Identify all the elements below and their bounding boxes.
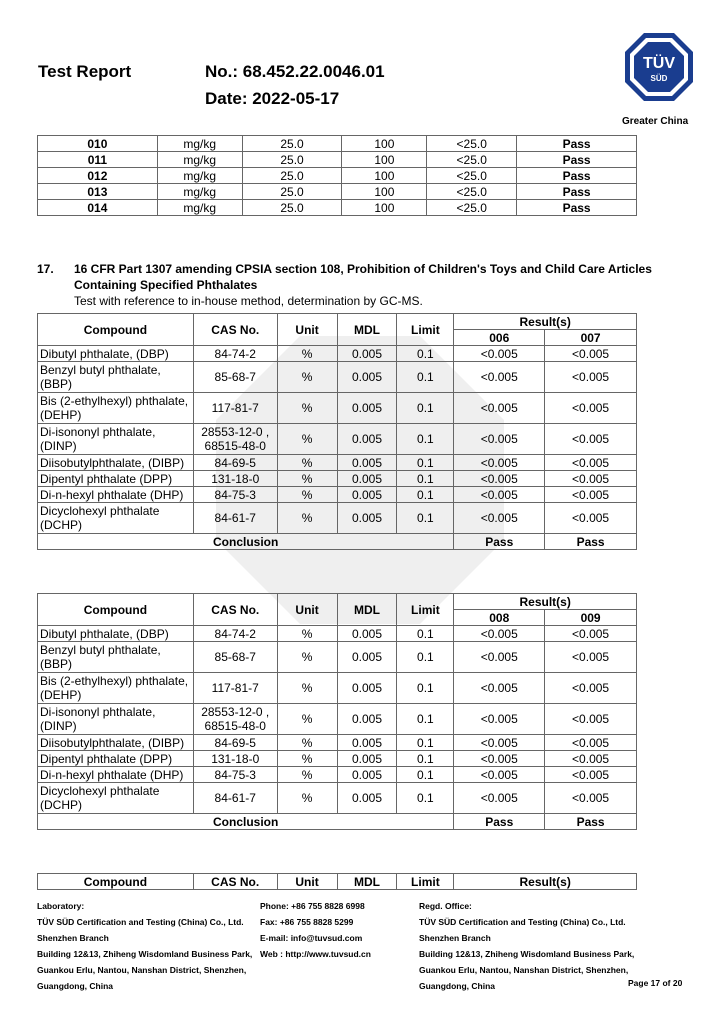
table-cell: 0.1 [397,735,454,751]
compound-name: Dipentyl phthalate (DPP) [38,751,194,767]
table-row [38,751,637,767]
table-cell: 28553-12-0 , 68515-48-0 [193,424,277,455]
table-cell: <0.005 [545,503,637,534]
page-number: Page 17 of 20 [628,978,683,988]
table-row [38,168,637,184]
table-cell: <0.005 [454,673,545,704]
table-cell: 0.005 [337,455,397,471]
table-cell: 25.0 [242,200,342,216]
table-cell: 011 [38,152,158,168]
conclusion-row [38,814,637,830]
table-cell: 0.1 [397,362,454,393]
table-cell: % [277,673,337,704]
footer-contact [260,898,371,962]
table-cell: % [277,393,337,424]
table-cell: <0.005 [454,346,545,362]
table-cell: <0.005 [545,642,637,673]
conclusion-value: Pass [454,534,545,550]
conclusion-label: Conclusion [38,534,454,550]
table-cell: 0.1 [397,673,454,704]
col-results: Result(s) [454,314,637,330]
report-date: Date: 2022-05-17 [205,89,340,108]
col-compound: Compound [38,594,194,626]
table-cell: 84-69-5 [193,455,277,471]
table-row [38,200,637,216]
footer-line: Shenzhen Branch [37,933,109,943]
table-cell: 0.005 [337,471,397,487]
section-method: Test with reference to in-house method, determination by GC-MS. [74,294,423,308]
col-unit: Unit [277,594,337,626]
table-cell: mg/kg [157,152,242,168]
table-row [38,503,637,534]
table-cell: 117-81-7 [193,393,277,424]
table-cell: mg/kg [157,136,242,152]
table-cell: 100 [342,152,427,168]
table-cell: % [277,735,337,751]
table-cell: <25.0 [427,136,517,152]
table-cell: 131-18-0 [193,471,277,487]
compound-name: Di-isononyl phthalate, (DINP) [38,704,194,735]
table-cell: 0.005 [337,751,397,767]
table-row [38,424,637,455]
compound-name: Diisobutylphthalate, (DIBP) [38,735,194,751]
footer-line: Fax: +86 755 8828 5299 [260,917,354,927]
table-cell: 0.1 [397,751,454,767]
footer-line: Guangdong, China [419,981,496,991]
table-cell: <25.0 [427,152,517,168]
table-cell: 0.1 [397,346,454,362]
table-cell: 014 [38,200,158,216]
table-cell: <0.005 [454,393,545,424]
col-unit: Unit [277,314,337,346]
table-cell: 0.005 [337,626,397,642]
table-cell: 100 [342,136,427,152]
table-cell: <0.005 [545,346,637,362]
table-cell: <0.005 [545,362,637,393]
col-sample: 008 [454,610,545,626]
compound-name: Bis (2-ethylhexyl) phthalate, (DEHP) [38,673,194,704]
table-cell: 012 [38,168,158,184]
table-cell: 0.1 [397,455,454,471]
table-cell: % [277,487,337,503]
table-cell: <0.005 [545,455,637,471]
col-limit: Limit [397,594,454,626]
table-cell: mg/kg [157,184,242,200]
tuv-logo [624,32,694,102]
table-cell: 010 [38,136,158,152]
table-cell: % [277,783,337,814]
table-cell: 0.005 [337,503,397,534]
table-row [38,735,637,751]
table-cell: 0.1 [397,642,454,673]
table-cell: 100 [342,184,427,200]
footer-line: Guankou Erlu, Nantou, Nanshan District, Shenzhen, [37,965,247,975]
table-cell: <25.0 [427,200,517,216]
table-cell: <0.005 [545,735,637,751]
col-sample: 007 [545,330,637,346]
col-cas: CAS No. [193,874,277,890]
table-cell: 25.0 [242,184,342,200]
table-row [38,471,637,487]
table-cell: 0.1 [397,487,454,503]
table-row [38,184,637,200]
col-results: Result(s) [454,874,637,890]
report-number: No.: 68.452.22.0046.01 [205,62,385,81]
table-cell: <0.005 [545,704,637,735]
table-cell: 84-74-2 [193,626,277,642]
table-cell: Pass [517,152,637,168]
col-sample: 006 [454,330,545,346]
logo-text-bottom: SÜD [650,74,668,83]
col-results: Result(s) [454,594,637,610]
table-cell: 0.005 [337,673,397,704]
table-cell: Pass [517,168,637,184]
table-cell: 85-68-7 [193,362,277,393]
conclusion-value: Pass [454,814,545,830]
col-mdl: MDL [337,594,397,626]
table-cell: 25.0 [242,168,342,184]
compound-name: Dibutyl phthalate, (DBP) [38,626,194,642]
table-cell: <0.005 [545,424,637,455]
table-cell: <0.005 [454,704,545,735]
conclusion-value: Pass [545,534,637,550]
compound-name: Di-isononyl phthalate, (DINP) [38,424,194,455]
footer-line: Guankou Erlu, Nantou, Nanshan District, Shenzhen, [419,965,629,975]
table-cell: 0.005 [337,487,397,503]
compound-name: Dipentyl phthalate (DPP) [38,471,194,487]
table-cell: 0.1 [397,626,454,642]
table-cell: <25.0 [427,168,517,184]
footer-regd-office [419,898,634,994]
table-cell: 131-18-0 [193,751,277,767]
table-row [38,152,637,168]
compound-name: Di-n-hexyl phthalate (DHP) [38,767,194,783]
table-cell: 0.1 [397,767,454,783]
col-sample: 009 [545,610,637,626]
report-title: Test Report [38,62,132,81]
table-cell: % [277,751,337,767]
table-cell: 0.1 [397,704,454,735]
table-row [38,487,637,503]
table-row [38,362,637,393]
col-compound: Compound [38,874,194,890]
table-cell: 100 [342,168,427,184]
table-cell: 84-61-7 [193,783,277,814]
col-limit: Limit [397,874,454,890]
table-cell: 0.005 [337,735,397,751]
table-cell: 0.005 [337,704,397,735]
phthalate-table-008-009 [37,593,637,830]
table-cell: <0.005 [454,642,545,673]
col-mdl: MDL [337,314,397,346]
table-cell: <0.005 [454,626,545,642]
table-cell: Pass [517,136,637,152]
section-number: 17. [37,262,54,276]
conclusion-value: Pass [545,814,637,830]
table-cell: 0.1 [397,424,454,455]
table-cell: mg/kg [157,168,242,184]
col-cas: CAS No. [193,594,277,626]
table-row [38,704,637,735]
table-row [38,783,637,814]
table-cell: % [277,424,337,455]
table-cell: 25.0 [242,152,342,168]
table-cell: 84-75-3 [193,487,277,503]
table-cell: % [277,767,337,783]
section-title-line2: Containing Specified Phthalates [74,278,258,292]
table-cell: <0.005 [545,673,637,704]
table-cell: % [277,346,337,362]
table-cell: <0.005 [454,424,545,455]
footer-line: Building 12&13, Zhiheng Wisdomland Business Park, [37,949,253,959]
compound-name: Diisobutylphthalate, (DIBP) [38,455,194,471]
footer-line: Web : http://www.tuvsud.cn [260,949,371,959]
table-cell: <0.005 [454,455,545,471]
table-row [38,767,637,783]
table-cell: % [277,642,337,673]
table-cell: <0.005 [454,487,545,503]
col-compound: Compound [38,314,194,346]
col-limit: Limit [397,314,454,346]
table-cell: 84-75-3 [193,767,277,783]
footer-line: Guangdong, China [37,981,114,991]
table-cell: 013 [38,184,158,200]
footer-line: Regd. Office: [419,901,472,911]
table-cell: <0.005 [545,471,637,487]
table-cell: <25.0 [427,184,517,200]
table-cell: <0.005 [454,362,545,393]
table-cell: % [277,455,337,471]
table-cell: <0.005 [545,783,637,814]
compound-name: Bis (2-ethylhexyl) phthalate, (DEHP) [38,393,194,424]
compound-name: Benzyl butyl phthalate, (BBP) [38,362,194,393]
footer-line: TÜV SÜD Certification and Testing (China) Co., Ltd. [419,917,626,927]
table-cell: 84-61-7 [193,503,277,534]
table-cell: <0.005 [545,626,637,642]
table-row [38,136,637,152]
table-cell: 100 [342,200,427,216]
col-unit: Unit [277,874,337,890]
top-results-table [37,135,637,216]
table-cell: 0.005 [337,424,397,455]
table-cell: 84-69-5 [193,735,277,751]
table-cell: <0.005 [454,783,545,814]
table-cell: 0.005 [337,642,397,673]
phthalate-table-006-007 [37,313,637,550]
table-cell: 84-74-2 [193,346,277,362]
table-cell: 117-81-7 [193,673,277,704]
table-cell: % [277,626,337,642]
conclusion-label: Conclusion [38,814,454,830]
compound-name: Dibutyl phthalate, (DBP) [38,346,194,362]
table-cell: mg/kg [157,200,242,216]
table-cell: 0.005 [337,393,397,424]
col-mdl: MDL [337,874,397,890]
table-row [38,393,637,424]
compound-name: Dicyclohexyl phthalate (DCHP) [38,503,194,534]
table-cell: % [277,503,337,534]
table-cell: 0.1 [397,783,454,814]
table-cell: <0.005 [545,393,637,424]
region-label: Greater China [622,116,689,127]
footer-line: E-mail: info@tuvsud.com [260,933,363,943]
table-cell: Pass [517,200,637,216]
table-cell: <0.005 [454,751,545,767]
table-cell: % [277,362,337,393]
table-cell: 25.0 [242,136,342,152]
conclusion-row [38,534,637,550]
table-cell: <0.005 [545,767,637,783]
table-row [38,346,637,362]
table-cell: 0.005 [337,346,397,362]
compound-name: Dicyclohexyl phthalate (DCHP) [38,783,194,814]
table-cell: % [277,704,337,735]
table-cell: <0.005 [454,503,545,534]
table-row [38,642,637,673]
col-cas: CAS No. [193,314,277,346]
table-cell: 85-68-7 [193,642,277,673]
table-cell: 0.1 [397,393,454,424]
compound-name: Benzyl butyl phthalate, (BBP) [38,642,194,673]
footer-line: Building 12&13, Zhiheng Wisdomland Business Park, [419,949,635,959]
table-cell: <0.005 [545,487,637,503]
footer-line: Phone: +86 755 8828 6998 [260,901,365,911]
table-cell: 0.005 [337,767,397,783]
table-row [38,626,637,642]
table-cell: <0.005 [545,751,637,767]
table-cell: % [277,471,337,487]
footer-laboratory [37,898,252,994]
compound-name: Di-n-hexyl phthalate (DHP) [38,487,194,503]
table-row [38,455,637,471]
footer-line: Laboratory: [37,901,85,911]
table-cell: <0.005 [454,471,545,487]
section-title-line1: 16 CFR Part 1307 amending CPSIA section 108, Prohibition of Children's Toys and Child Care Articles [74,262,652,276]
table-cell: 0.1 [397,471,454,487]
logo-text-top: TÜV [643,55,675,72]
phthalate-table-next-header [37,873,637,890]
table-row [38,673,637,704]
table-cell: <0.005 [454,735,545,751]
table-cell: 0.1 [397,503,454,534]
table-cell: 0.005 [337,783,397,814]
table-cell: <0.005 [454,767,545,783]
table-cell: 0.005 [337,362,397,393]
table-cell: Pass [517,184,637,200]
table-cell: 28553-12-0 , 68515-48-0 [193,704,277,735]
footer-line: Shenzhen Branch [419,933,491,943]
footer-line: TÜV SÜD Certification and Testing (China) Co., Ltd. [37,917,244,927]
